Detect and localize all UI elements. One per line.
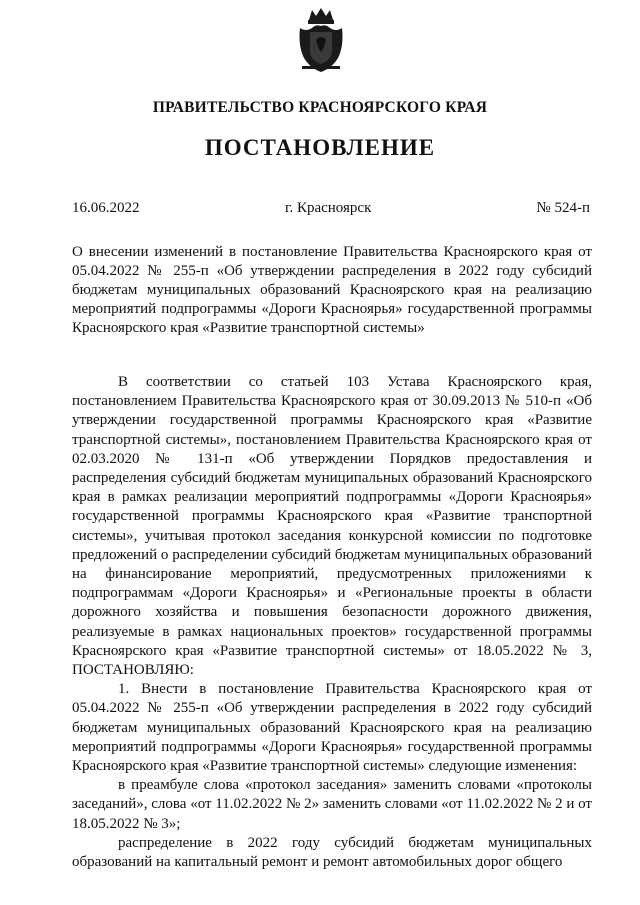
body-paragraph-item-1: 1. Внести в постановление Правительства Красноярского края от 05.04.2022 № 255-п «Об утверждении распределения в 2022 году субсидий бюджетам муниципальных образований Красноярского края на реализацию мероприятий подпрограммы «Дороги Красноярья» государственной программы Красноярского края «Развитие транспортной системы» следующие изменения:: [72, 681, 592, 775]
body-paragraph-preamble: В соответствии со статьей 103 Устава Красноярского края, постановлением Правительства Красноярского края от 30.09.2013 № 510-п «Об утверждении государственной программы Красноярского края «Развитие транспортной системы», постановлением Правительства Красноярского края от 02.03.2020 № 131-п «Об утверждении Порядков предоставления и распределения субсидий бюджетам муниципальных образований Красноярского края в рамках реализации мероприятий подпрограммы «Дороги Красноярья» государственной программы Красноярского края «Развитие транспортной системы», учитывая протокол заседания конкурсной комиссии по подготовке предложений о распределении субсидий бюджетам муниципальных образований на финансирование мероприятий, предусмотренных приложениями к подпрограммам «Дороги Красноярья» и «Региональные проекты в области дорожного хозяйства и повышения безопасности дорожного движения, реализуемые в рамках национальных проектов» государственной программы Красноярского края «Развитие транспортной системы» от 18.05.2022 № 3, ПОСТАНОВЛЯЮ:: [72, 374, 592, 679]
document-body: [72, 373, 592, 872]
document-number: № 524-п: [536, 200, 590, 216]
document-type-title: ПОСТАНОВЛЕНИЕ: [204, 135, 436, 160]
government-title: ПРАВИТЕЛЬСТВО КРАСНОЯРСКОГО КРАЯ: [152, 99, 488, 116]
document-city: г. Красноярск: [285, 200, 372, 216]
body-paragraph-change-1: в преамбуле слова «протокол заседания» заменить словами «протоколы заседаний», слова «от 11.02.2022 № 2» заменить словами «от 11.02.2022 № 2 и от 18.05.2022 № 3»;: [72, 777, 592, 832]
document-subject: О внесении изменений в постановление Правительства Красноярского края от 05.04.2022 № 255-п «Об утверждении распределения в 2022 году субсидий бюджетам муниципальных образований Красноярского края на реализацию мероприятий подпрограммы «Дороги Красноярья» государственной программы Красноярского края «Развитие транспортной системы»: [72, 244, 592, 336]
coat-of-arms-emblem-icon: [296, 6, 346, 74]
document-date: 16.06.2022: [72, 200, 140, 216]
body-paragraph-change-2: распределение в 2022 году субсидий бюджетам муниципальных образований на капитальный ремонт и ремонт автомобильных дорог общего: [72, 834, 592, 871]
